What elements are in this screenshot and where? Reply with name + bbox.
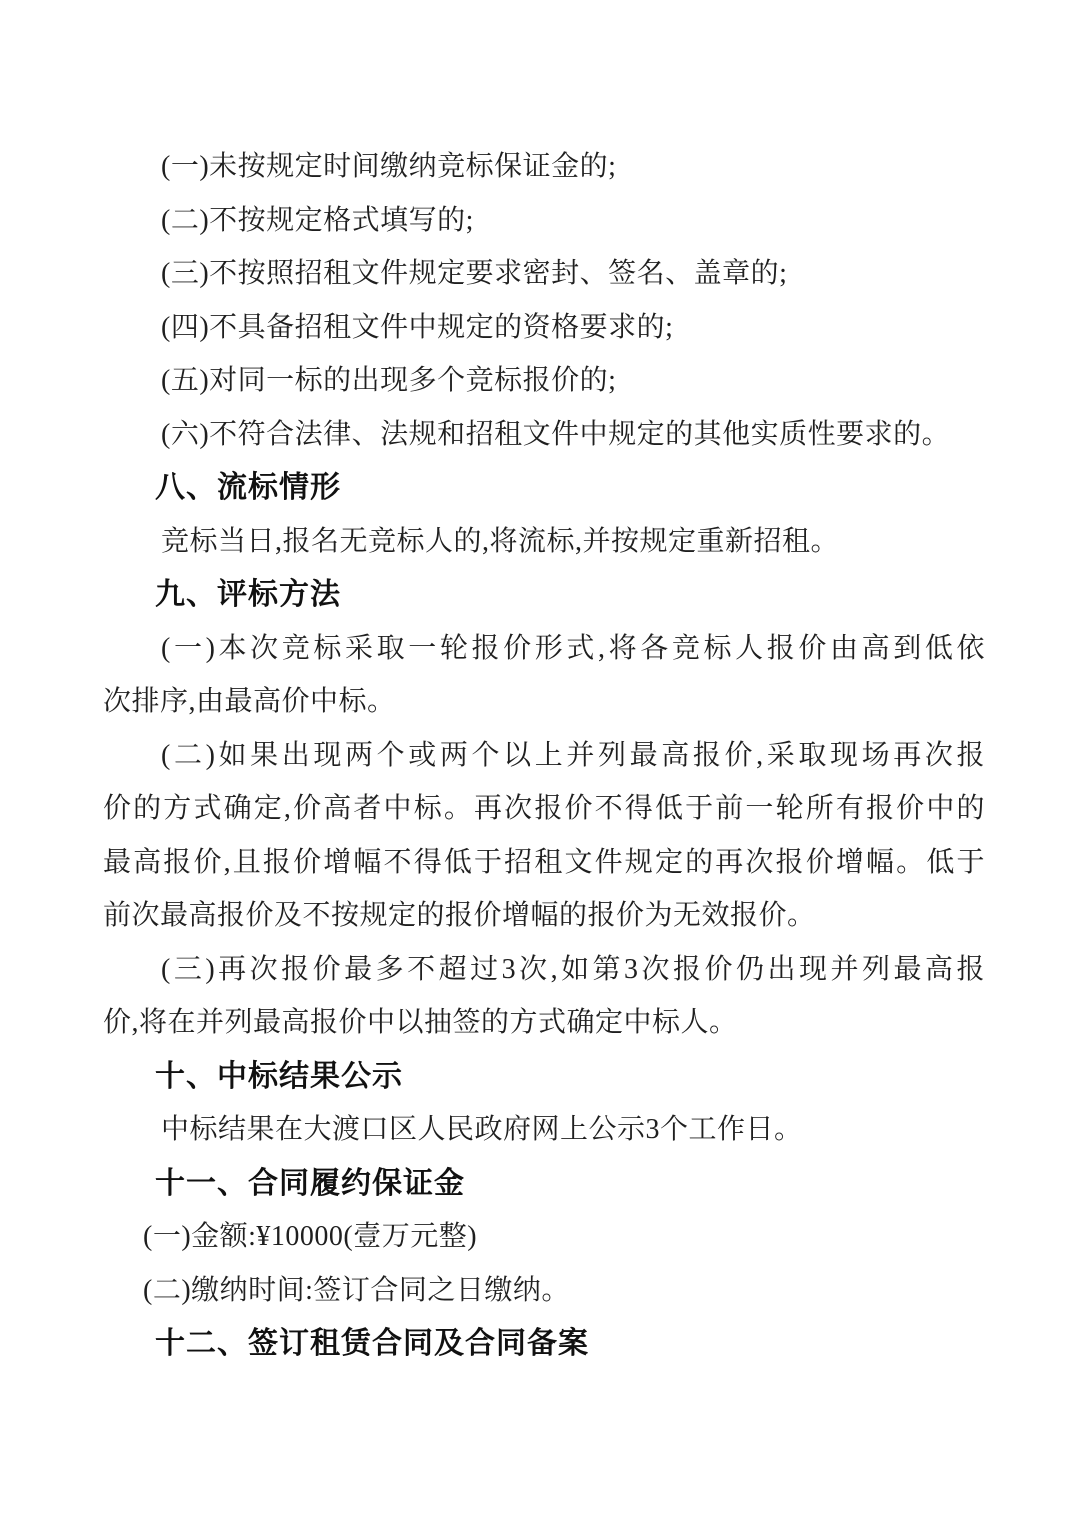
para-9-3-line-2: 价,将在并列最高报价中以抽签的方式确定中标人。 — [103, 1007, 738, 1038]
heading-section-9: 九、评标方法 — [155, 578, 341, 611]
clause-5: (五)对同一标的出现多个竞标报价的; — [161, 365, 617, 396]
heading-section-11: 十一、合同履约保证金 — [155, 1166, 465, 1200]
para-9-2-line-4: 前次最高报价及不按规定的报价增幅的报价为无效报价。 — [103, 900, 816, 931]
clause-4: (四)不具备招租文件中规定的资格要求的; — [161, 311, 674, 343]
para-9-1-line-2: 次排序,由最高价中标。 — [103, 686, 396, 717]
heading-section-10: 十、中标结果公示 — [155, 1059, 403, 1093]
clause-2: (二)不按规定格式填写的; — [161, 204, 474, 236]
clause-1: (一)未按规定时间缴纳竞标保证金的; — [161, 151, 617, 182]
para-9-2-line-1: (二)如果出现两个或两个以上并列最高报价,采取现场再次报 — [161, 739, 985, 771]
heading-section-8: 八、流标情形 — [155, 471, 341, 504]
clause-11-1: (一)金额:¥10000(壹万元整) — [143, 1221, 478, 1252]
para-section-10: 中标结果在大渡口区人民政府网上公示3个工作日。 — [161, 1114, 803, 1145]
para-9-3-line-1: (三)再次报价最多不超过3次,如第3次报价仍出现并列最高报 — [161, 953, 985, 985]
clause-3: (三)不按照招租文件规定要求密封、签名、盖章的; — [161, 258, 788, 289]
para-9-2-line-3: 最高报价,且报价增幅不得低于招租文件规定的再次报价增幅。低于 — [103, 846, 985, 878]
para-section-8: 竞标当日,报名无竞标人的,将流标,并按规定重新招租。 — [161, 525, 840, 557]
clause-11-2: (二)缴纳时间:签订合同之日缴纳。 — [143, 1274, 570, 1306]
clause-6: (六)不符合法律、法规和招租文件中规定的其他实质性要求的。 — [161, 418, 951, 450]
para-9-2-line-2: 价的方式确定,价高者中标。再次报价不得低于前一轮所有报价中的 — [103, 793, 985, 824]
heading-section-12: 十二、签订租赁合同及合同备案 — [155, 1327, 589, 1360]
document-text-block — [103, 140, 985, 1371]
para-9-1-line-1: (一)本次竞标采取一轮报价形式,将各竞标人报价由高到低依 — [161, 632, 985, 664]
